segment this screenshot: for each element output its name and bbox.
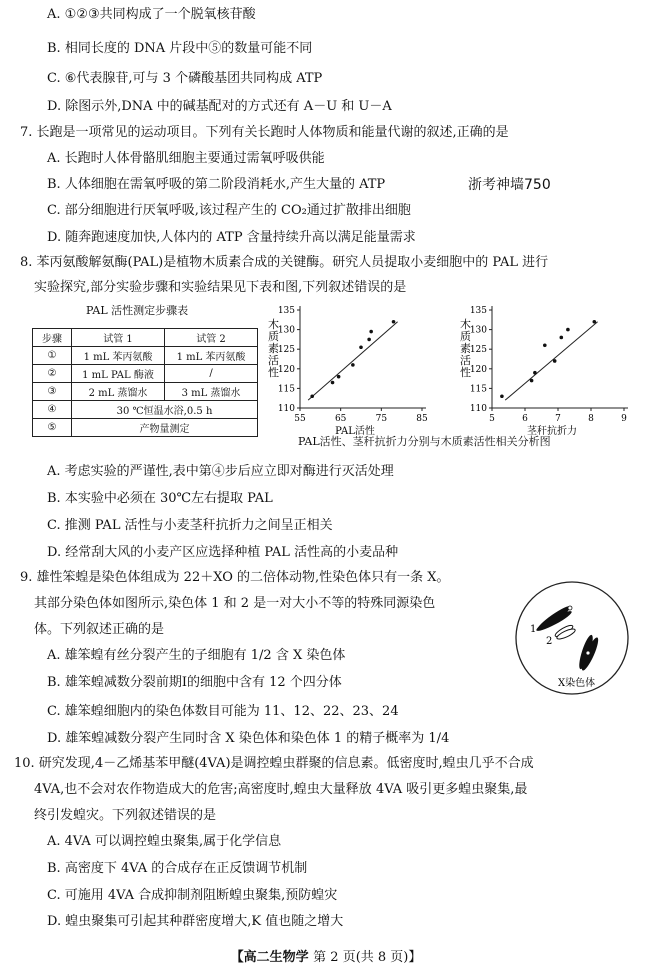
data-point — [543, 343, 547, 347]
y-tick-label: 110 — [277, 404, 295, 414]
q9-stem-line3: 体。下列叙述正确的是 — [34, 622, 165, 637]
table-cell: 1 mL 苯丙氨酸 — [165, 347, 258, 365]
q6-option-a: A. ①②③共同构成了一个脱氧核苷酸 — [47, 7, 256, 22]
x-tick-label: 65 — [334, 414, 347, 424]
table-cell: 2 mL 蒸馏水 — [72, 383, 165, 401]
q7-option-b: B. 人体细胞在需氧呼吸的第二阶段消耗水,产生大量的 ATP — [47, 177, 386, 192]
data-point — [331, 381, 335, 385]
data-point — [351, 363, 355, 367]
data-point — [553, 359, 557, 363]
y-tick-label: 115 — [277, 384, 295, 395]
table-cell: ① — [33, 347, 72, 365]
chromosome-figure — [512, 578, 632, 698]
figure-caption: PAL活性、茎秆抗折力分别与木质素活性相关分析图 — [298, 435, 551, 448]
data-point — [593, 320, 597, 324]
q9-stem-line2: 其部分染色体如图所示,染色体 1 和 2 是一对大小不等的特殊同源染色 — [34, 596, 436, 611]
q10-option-a: A. 4VA 可以调控蝗虫聚集,属于化学信息 — [47, 834, 282, 849]
table-header-cell: 步骤 — [33, 329, 72, 347]
page-footer — [0, 946, 652, 965]
data-point — [560, 336, 564, 340]
table-row — [33, 383, 258, 401]
data-point — [337, 375, 341, 379]
q10-stem-line1: 10. 研究发现,4－乙烯基苯甲醚(4VA)是调控蝗虫群聚的信息素。低密度时,蝗虫几乎不合成 — [14, 756, 534, 771]
data-point — [533, 371, 537, 375]
chromosome-2-shape — [554, 623, 576, 641]
q6-option-c: C. ⑥代表腺苷,可与 3 个磷酸基团共同构成 ATP — [47, 71, 323, 86]
q9-option-d: D. 雄笨蝗减数分裂产生同时含 X 染色体和染色体 1 的精子概率为 1/4 — [47, 731, 450, 746]
q7-option-c: C. 部分细胞进行厌氧呼吸,该过程产生的 CO₂通过扩散排出细胞 — [47, 203, 411, 218]
q7-option-d: D. 随奔跑速度加快,人体内的 ATP 含量持续升高以满足能量需求 — [47, 230, 416, 245]
x-tick-label: 85 — [416, 414, 428, 424]
y-tick-label: 115 — [469, 384, 487, 395]
x-tick-label: 55 — [294, 414, 306, 424]
table-cell: / — [165, 365, 258, 383]
table-header-cell: 试管 1 — [72, 329, 165, 347]
y-tick-label: 135 — [277, 306, 295, 316]
y-axis-label: 木质素活性 — [268, 318, 279, 379]
q9-option-b: B. 雄笨蝗减数分裂前期Ⅰ的细胞中含有 12 个四分体 — [47, 675, 342, 690]
q8-stem-line2: 实验探究,部分实验步骤和实验结果见下表和图,下列叙述错误的是 — [34, 280, 407, 295]
q10-option-b: B. 高密度下 4VA 的合成存在正反馈调节机制 — [47, 861, 308, 876]
table-header-row — [33, 329, 258, 347]
y-axis-label: 木质素活性 — [460, 318, 471, 379]
y-tick-label: 110 — [469, 404, 487, 414]
data-point — [530, 379, 534, 383]
table-title: PAL 活性测定步骤表 — [86, 304, 189, 317]
table-row — [33, 419, 258, 437]
table-cell: 产物量测定 — [72, 419, 258, 437]
y-tick-label: 130 — [277, 325, 295, 336]
y-tick-label: 120 — [277, 364, 295, 375]
stem-strength-scatter-chart — [446, 300, 636, 435]
x-chromosome-shape — [577, 634, 601, 672]
y-tick-label: 120 — [469, 364, 487, 375]
q8-option-a: A. 考虑实验的严谨性,表中第④步后应立即对酶进行灭活处理 — [47, 464, 394, 479]
data-point — [369, 330, 373, 334]
x-tick-label: 5 — [489, 414, 495, 424]
q10-stem-line2: 4VA,也不会对农作物造成大的危害;高密度时,蝗虫大量释放 4VA 吸引更多蝗虫聚集,最 — [34, 782, 528, 797]
table-row — [33, 347, 258, 365]
q10-stem-line3: 终引发蝗灾。下列叙述错误的是 — [34, 808, 217, 823]
chromosome-2-label: 2 — [546, 636, 553, 647]
footer-subject: 【高二生物学 — [230, 950, 309, 965]
data-point — [566, 328, 570, 332]
q6-option-d: D. 除图示外,DNA 中的碱基配对的方式还有 A－U 和 U－A — [47, 99, 392, 114]
chromosome-1-label: 1 — [530, 624, 537, 635]
x-tick-label: 8 — [588, 414, 594, 424]
q9-option-c: C. 雄笨蝗细胞内的染色体数目可能为 11、12、22、23、24 — [47, 704, 399, 719]
q7-stem: 7. 长跑是一项常见的运动项目。下列有关长跑时人体物质和能量代谢的叙述,正确的是 — [20, 125, 509, 140]
x-axis-label: PAL活性 — [335, 426, 375, 435]
table-cell: 30 ℃恒温水浴,0.5 h — [72, 401, 258, 419]
data-point — [367, 338, 371, 342]
pal-steps-table — [32, 328, 258, 437]
q9-option-a: A. 雄笨蝗有丝分裂产生的子细胞有 1/2 含 X 染色体 — [47, 648, 346, 663]
x-chromosome-label: X染色体 — [558, 678, 596, 689]
footer-page-number: 第 2 页(共 8 页)】 — [313, 950, 422, 965]
q9-stem-line1: 9. 雄性笨蝗是染色体组成为 22＋XO 的二倍体动物,性染色体只有一条 X。 — [20, 570, 450, 585]
pal-activity-scatter-chart — [254, 300, 434, 435]
q8-stem-line1: 8. 苯丙氨酸解氨酶(PAL)是植物木质素合成的关键酶。研究人员提取小麦细胞中的 PAL 进行 — [20, 255, 549, 270]
q8-option-c: C. 推测 PAL 活性与小麦茎秆抗折力之间呈正相关 — [47, 518, 333, 533]
q10-option-d: D. 蝗虫聚集可引起其种群密度增大,K 值也随之增大 — [47, 914, 344, 929]
table-row — [33, 365, 258, 383]
y-tick-label: 125 — [277, 345, 295, 356]
table-cell: 1 mL PAL 酶液 — [72, 365, 165, 383]
table-cell: ③ — [33, 383, 72, 401]
x-tick-label: 7 — [555, 414, 561, 424]
table-cell: ⑤ — [33, 419, 72, 437]
q7-option-a: A. 长跑时人体骨骼肌细胞主要通过需氧呼吸供能 — [47, 151, 325, 166]
watermark-text: 浙考神墙750 — [468, 177, 551, 193]
data-point — [359, 345, 363, 349]
y-tick-label: 135 — [469, 306, 487, 316]
x-tick-label: 75 — [375, 414, 388, 424]
table-header-cell: 试管 2 — [165, 329, 258, 347]
table-cell: 3 mL 蒸馏水 — [165, 383, 258, 401]
q8-option-d: D. 经常刮大风的小麦产区应选择种植 PAL 活性高的小麦品种 — [47, 545, 399, 560]
q8-option-b: B. 本实验中必须在 30℃左右提取 PAL — [47, 491, 273, 506]
y-tick-label: 125 — [469, 345, 487, 356]
y-tick-label: 130 — [469, 325, 487, 336]
table-cell: ④ — [33, 401, 72, 419]
q6-option-b: B. 相同长度的 DNA 片段中⑤的数量可能不同 — [47, 41, 313, 56]
data-point — [500, 394, 504, 398]
data-point — [392, 320, 396, 324]
data-point — [310, 394, 314, 398]
table-cell: 1 mL 苯丙氨酸 — [72, 347, 165, 365]
trend-line — [308, 322, 397, 400]
x-axis-label: 茎秆抗折力 — [527, 426, 577, 435]
table-cell: ② — [33, 365, 72, 383]
x-tick-label: 9 — [621, 414, 627, 424]
trend-line — [505, 322, 597, 400]
q10-option-c: C. 可施用 4VA 合成抑制剂阻断蝗虫聚集,预防蝗灾 — [47, 888, 338, 903]
x-tick-label: 6 — [522, 414, 528, 424]
table-row — [33, 401, 258, 419]
